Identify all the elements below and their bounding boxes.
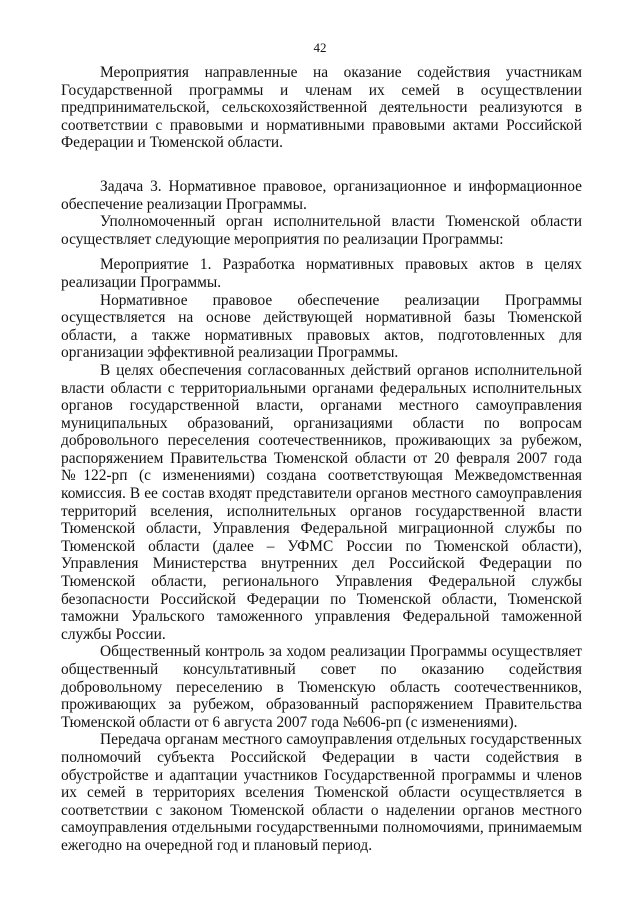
paragraph-public-control: Общественный контроль за ходом реализации Программы осуществляет общественный консультативный совет по оказанию содействия добровольному переселению в Тюменскую область соотечественников, проживающих за рубежом, образованный распоряжением Правительства Тюменской области от 6 августа 2007 года №606-рп (с изменениями).: [61, 643, 582, 731]
paragraph-measure-1-heading: Мероприятие 1. Разработка нормативных правовых актов в целях реализации Программы.: [61, 256, 582, 291]
paragraph-transfer-of-powers: Передача органам местного самоуправления отдельных государственных полномочий субъекта Российской Федерации в части содействия в обустройстве и адаптации участников Государственной программы и членов их семей в территориях вселения Тюменской области осуществляется в соответствии с законом Тюменской области о наделении органов местного самоуправления отдельными государственными полномочиями, принимаемым ежегодно на очередной год и плановый период.: [61, 731, 582, 854]
document-body: [61, 64, 582, 855]
page-number: 42: [313, 40, 327, 55]
paragraph-business-support: Мероприятия направленные на оказание содействия участникам Государственной программы и членам их семей в осуществлении предпринимательской, сельскохозяйственной деятельности реализуются в соответствии с правовыми и нормативными правовыми актами Российской Федерации и Тюменской области.: [61, 64, 582, 152]
paragraph-interdepartmental-commission: В целях обеспечения согласованных действий органов исполнительной власти области с территориальными органами федеральных исполнительных органов государственной власти, органами местного самоуправления муниципальных образований, организациями области по вопросам добровольного переселения соотечественников, проживающих за рубежом, распоряжением Правительства Тюменской области от 20 февраля 2007 года №122-рп (с изменениями) создана соответствующая Межведомственная комиссия. В ее состав входят представители органов местного самоуправления территорий вселения, исполнительных органов государственной власти Тюменской области, Управления Федеральной миграционной службы по Тюменской области (далее – УФМС России по Тюменской области), Управления Министерства внутренних дел Российской Федерации по Тюменской области, регионального Управления Федеральной службы безопасности Российской Федерации по Тюменской области, Тюменской таможни Уральского таможенного управления Федеральной таможенной службы России.: [61, 361, 582, 643]
paragraph-authorized-body: Уполномоченный орган исполнительной власти Тюменской области осуществляет следующие мероприятия по реализации Программы:: [61, 213, 582, 248]
paragraph-task-3-heading: Задача 3. Нормативное правовое, организационное и информационное обеспечение реализации Программы.: [61, 177, 582, 213]
paragraph-legal-support: Нормативное правовое обеспечение реализации Программы осуществляется на основе действующей нормативной базы Тюменской области, а также нормативных правовых актов, подготовленных для организации эффективной реализации Программы.: [61, 291, 582, 362]
